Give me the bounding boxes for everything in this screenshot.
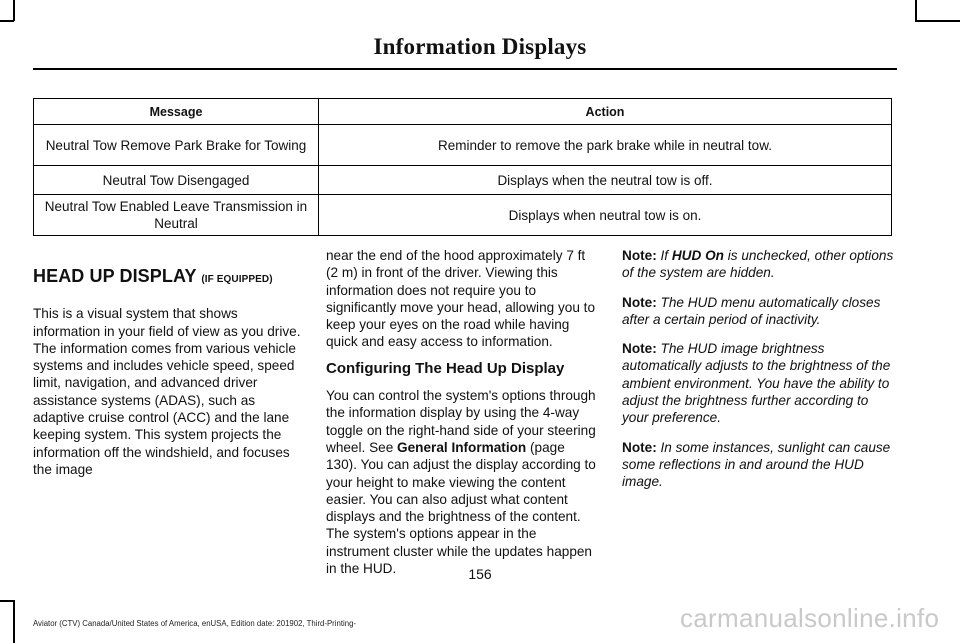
hud-on-option: HUD On <box>671 248 724 263</box>
note-label: Note: <box>622 248 657 263</box>
watermark: carmanualsonline.info <box>680 603 940 633</box>
table-header-message: Message <box>34 99 319 125</box>
message-table <box>33 98 892 236</box>
note-3 <box>622 340 897 426</box>
table-header-row <box>34 99 892 125</box>
note-2-text: The HUD menu automatically closes after a certain period of inactivity. <box>622 294 881 327</box>
crop-mark-top-right-h <box>915 20 960 22</box>
general-information-link[interactable]: General Information <box>397 439 527 455</box>
intro-paragraph-2: near the end of the hood approximately 7 ft (2 m) in front of the driver. Viewing this information does not require you to significantly move your head, allowing you to keep your eyes on the road while having quick and easy access to information. <box>326 248 596 350</box>
crop-mark-top-right-v <box>915 0 917 21</box>
table-cell-action: Displays when neutral tow is on. <box>319 195 892 236</box>
note-1-text-b: is unchecked, other options of the system are hidden. <box>622 248 894 281</box>
note-label: Note: <box>622 294 657 310</box>
column-3 <box>622 247 897 503</box>
table-row <box>34 166 892 195</box>
section-heading-text: HEAD UP DISPLAY <box>33 266 197 286</box>
note-label: Note: <box>622 439 657 455</box>
config-text-1: You can control the system's options through the information display by using the 4-way toggle on the right-hand side of your steering wheel. See <box>326 388 596 455</box>
section-heading <box>33 268 305 288</box>
note-3-text: The HUD image brightness automatically adjusts to the brightness of the ambient environment. You have the ability to adjust the brightness further according to your preference. <box>622 341 891 426</box>
crop-mark-bottom-left-h <box>0 600 14 602</box>
intro-paragraph-1: This is a visual system that shows information in your field of view as you drive. The information comes from various vehicle systems and includes vehicle speed, speed limit, navigation, and advanced driver assistance systems (ADAS), such as adaptive cruise control (ACC) and the lane keeping system. This system projects the information off the windshield, and focuses the image <box>33 306 301 477</box>
column-2 <box>326 247 598 577</box>
note-label: Note: <box>622 341 657 357</box>
table-cell-action: Displays when the neutral tow is off. <box>319 166 892 195</box>
page-number: 156 <box>468 566 492 582</box>
crop-mark-bottom-left-v <box>13 600 15 643</box>
subsection-heading: Configuring The Head Up Display <box>326 359 565 377</box>
table-header-action: Action <box>319 99 892 125</box>
page-reference: (page 130). <box>326 439 565 473</box>
table-cell-message: Neutral Tow Remove Park Brake for Towing <box>34 125 319 166</box>
column-1 <box>33 247 305 487</box>
table-row <box>34 195 892 236</box>
note-1 <box>622 247 897 282</box>
table-cell-message: Neutral Tow Disengaged <box>34 166 319 195</box>
section-heading-suffix: (IF EQUIPPED) <box>201 274 273 285</box>
table-row <box>34 125 892 166</box>
note-1-text-a: If <box>656 248 672 263</box>
crop-mark-top-left-h <box>0 20 14 22</box>
note-2 <box>622 294 897 329</box>
edition-footer: Aviator (CTV) Canada/United States of America, enUSA, Edition date: 201902, Third-Printing- <box>33 619 357 628</box>
note-4 <box>622 439 897 491</box>
config-paragraph <box>326 387 598 577</box>
table-cell-action: Reminder to remove the park brake while in neutral tow. <box>319 125 892 166</box>
table-cell-message: Neutral Tow Enabled Leave Transmission in Neutral <box>34 195 319 236</box>
page-title: Information Displays <box>373 34 587 59</box>
note-4-text: In some instances, sunlight can cause some reflections in and around the HUD image. <box>622 439 891 490</box>
config-text-2: You can adjust the display according to your height to make viewing the content easier. You can also adjust what content displays and the brightness of the content. The system's options appear in the instrument cluster while the updates happen in the HUD. <box>326 457 596 577</box>
title-divider <box>33 68 897 70</box>
crop-mark-top-left-v <box>13 0 15 21</box>
